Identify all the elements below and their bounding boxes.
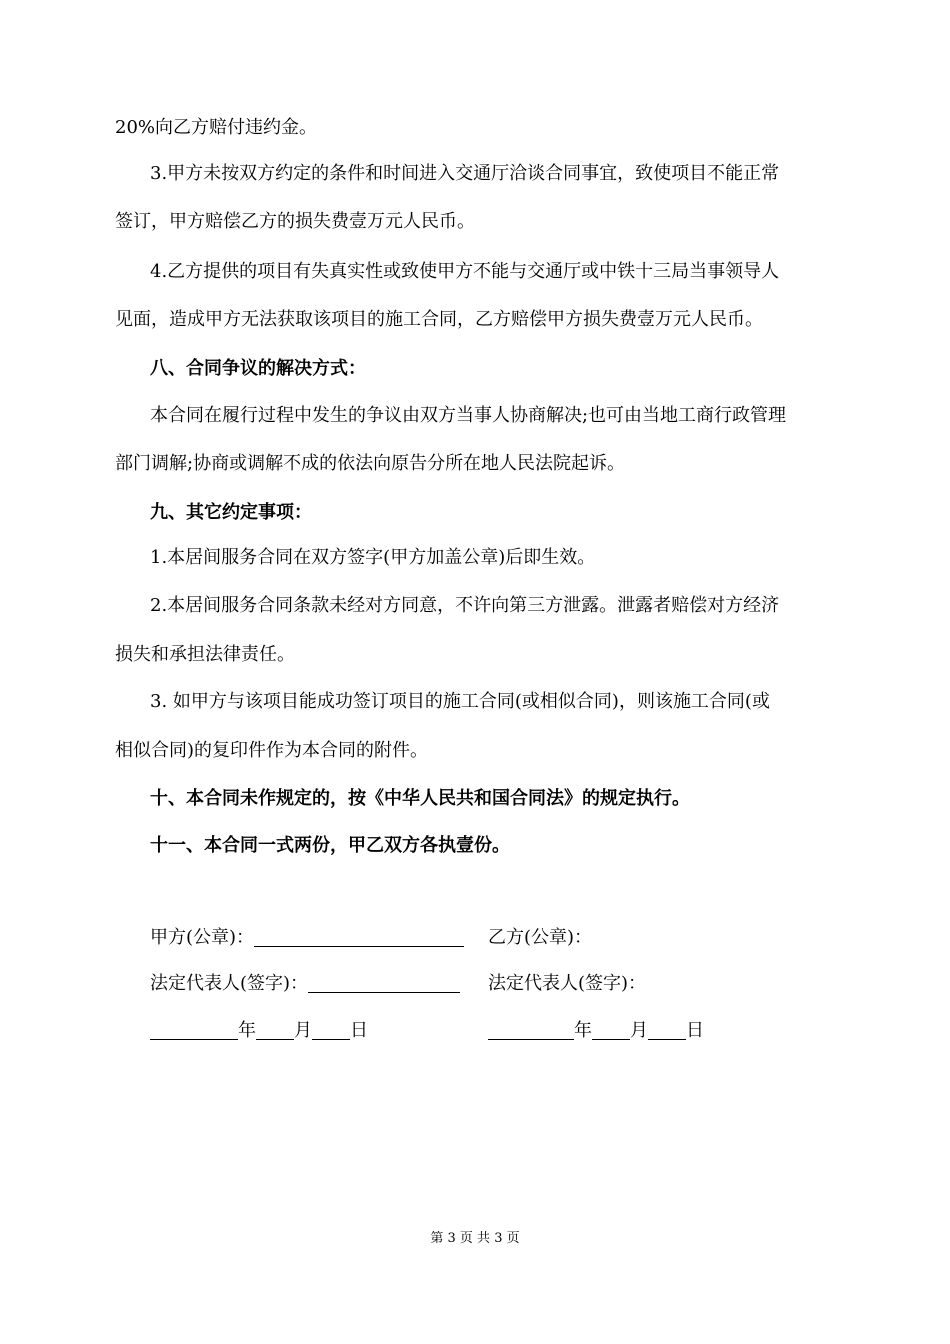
party-b-rep-row: [488, 972, 646, 996]
party-a-year-label: 年: [238, 1020, 256, 1041]
section-9-item-3-line-2: 相似合同)的复印件作为本合同的附件。: [115, 740, 429, 761]
section-8-line-1: 本合同在履行过程中发生的争议由双方当事人协商解决;也可由当地工商行政管理: [150, 405, 787, 426]
clause-4-line-2: 见面，造成甲方无法获取该项目的施工合同，乙方赔偿甲方损失费壹万元人民币。: [115, 309, 763, 330]
section-8-heading: 八、合同争议的解决方式：: [150, 358, 366, 379]
section-8-line-2: 部门调解;协商或调解不成的依法向原告分所在地人民法院起诉。: [115, 453, 626, 474]
party-b-date-row: [488, 1019, 704, 1043]
section-9-item-1: 1.本居间服务合同在双方签字(甲方加盖公章)后即生效。: [150, 547, 596, 568]
clause-3-line-1: 3.甲方未按双方约定的条件和时间进入交通厅洽谈合同事宜，致使项目不能正常: [150, 163, 780, 184]
party-b-seal-row: [488, 926, 592, 950]
clause-3-line-2: 签订，甲方赔偿乙方的损失费壹万元人民币。: [115, 211, 475, 232]
party-a-seal-row: [150, 926, 464, 950]
party-b-rep-label: 法定代表人(签字)：: [488, 973, 647, 994]
party-a-rep-row: [150, 972, 460, 996]
party-b-month-blank[interactable]: [592, 1021, 630, 1040]
party-b-seal-label: 乙方(公章)：: [488, 927, 593, 948]
party-a-month-blank[interactable]: [256, 1021, 294, 1040]
clause-4-line-1: 4.乙方提供的项目有失真实性或致使甲方不能与交通厅或中铁十三局当事领导人: [150, 261, 780, 282]
party-a-day-blank[interactable]: [312, 1021, 350, 1040]
party-a-day-label: 日: [350, 1020, 368, 1041]
party-a-year-blank[interactable]: [150, 1021, 238, 1040]
party-a-month-label: 月: [294, 1020, 312, 1041]
section-11-heading: 十一、本合同一式两份，甲乙双方各执壹份。: [150, 835, 510, 856]
party-b-month-label: 月: [630, 1020, 648, 1041]
party-a-date-row: [150, 1019, 368, 1043]
party-b-year-blank[interactable]: [488, 1021, 574, 1040]
party-a-rep-blank[interactable]: [308, 974, 460, 993]
section-9-item-2-line-2: 损失和承担法律责任。: [115, 644, 295, 665]
party-b-day-blank[interactable]: [648, 1021, 686, 1040]
party-a-seal-label: 甲方(公章)：: [150, 927, 255, 948]
party-a-seal-blank[interactable]: [254, 928, 464, 947]
section-9-item-3-line-1: 3. 如甲方与该项目能成功签订项目的施工合同(或相似合同)，则该施工合同(或: [150, 691, 770, 712]
section-9-heading: 九、其它约定事项：: [150, 502, 312, 523]
party-b-year-label: 年: [574, 1020, 592, 1041]
section-9-item-2-line-1: 2.本居间服务合同条款未经对方同意，不许向第三方泄露。泄露者赔偿对方经济: [150, 595, 780, 616]
page-number-footer: 第 3 页 共 3 页: [430, 1231, 520, 1246]
paragraph-line-1: 20%向乙方赔付违约金。: [115, 117, 318, 138]
party-b-day-label: 日: [686, 1020, 704, 1041]
section-10-heading: 十、本合同未作规定的，按《中华人民共和国合同法》的规定执行。: [150, 788, 690, 809]
party-a-rep-label: 法定代表人(签字)：: [150, 973, 309, 994]
